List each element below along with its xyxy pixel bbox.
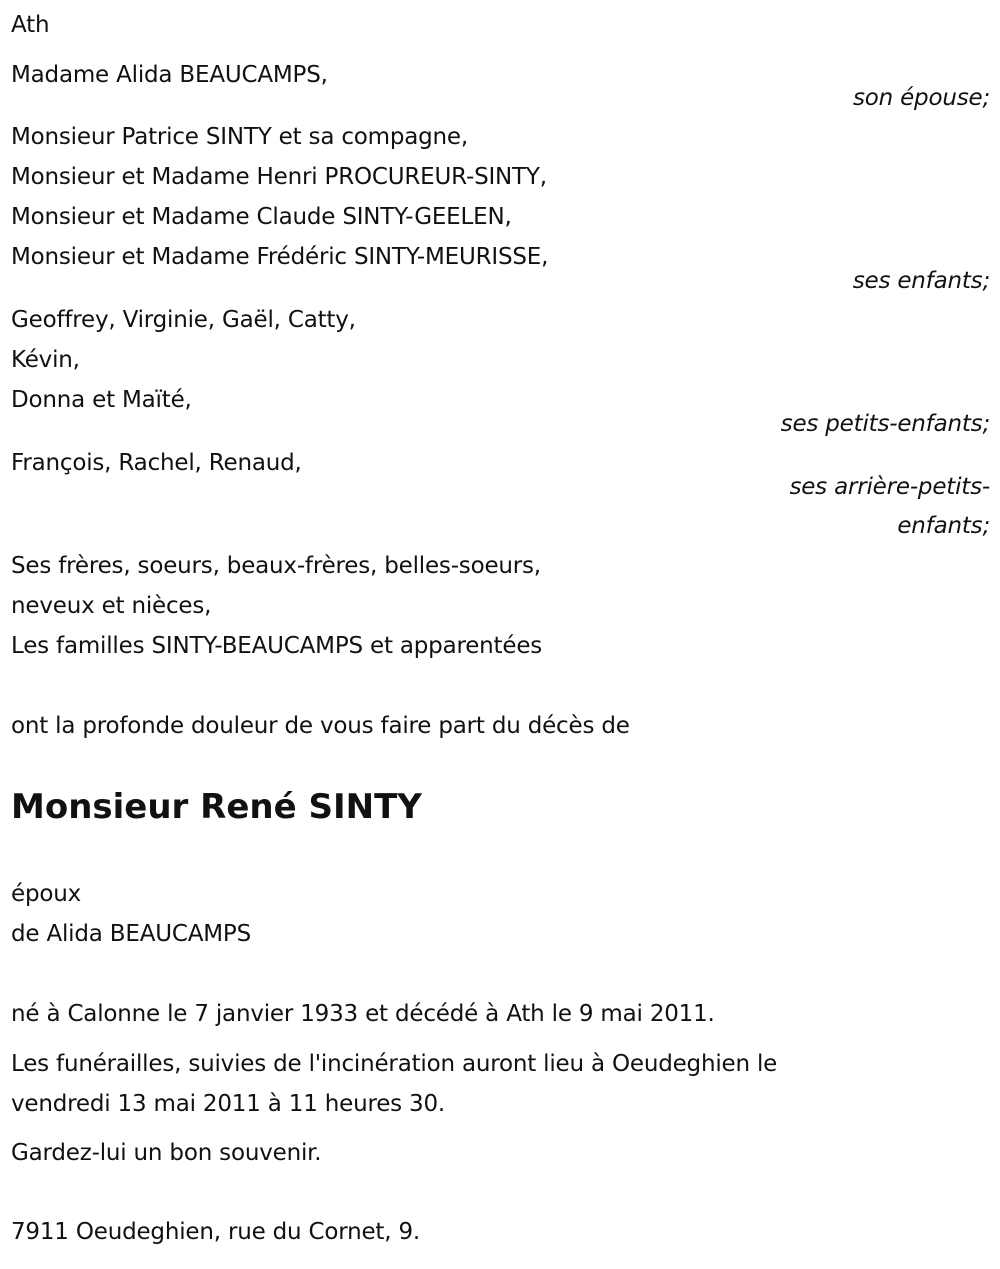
child-line: Monsieur Patrice SINTY et sa compagne,	[11, 124, 468, 150]
family-line: Les familles SINTY-BEAUCAMPS et apparentées	[11, 633, 543, 659]
relation-children: ses enfants;	[852, 268, 990, 294]
child-line: Monsieur et Madame Claude SINTY-GEELEN,	[11, 204, 512, 230]
family-line: Ses frères, soeurs, beaux-frères, belles-soeurs,	[11, 553, 541, 579]
grandchild-line: Donna et Maïté,	[11, 387, 192, 413]
deceased-name: Monsieur René SINTY	[11, 787, 422, 827]
funeral-line: Les funérailles, suivies de l'incinération auront lieu à Oeudeghien le	[11, 1051, 778, 1077]
funeral-line: vendredi 13 mai 2011 à 11 heures 30.	[11, 1091, 446, 1117]
grandchild-line: Geoffrey, Virginie, Gaël, Catty,	[11, 307, 356, 333]
spouse-line: Madame Alida BEAUCAMPS,	[11, 62, 328, 88]
birth-death-text: né à Calonne le 7 janvier 1933 et décédé à Ath le 9 mai 2011.	[11, 1001, 715, 1027]
announcement-text: ont la profonde douleur de vous faire part du décès de	[11, 713, 630, 739]
child-line: Monsieur et Madame Frédéric SINTY-MEURISSE,	[11, 244, 549, 270]
relation-grandchildren: ses petits-enfants;	[780, 411, 990, 437]
address-text: 7911 Oeudeghien, rue du Cornet, 9.	[11, 1219, 421, 1245]
great-grandchild-line: François, Rachel, Renaud,	[11, 450, 302, 476]
relation-spouse: son épouse;	[852, 85, 990, 111]
spouse-of-line: époux	[11, 881, 82, 907]
relation-great-grandchildren-1: ses arrière-petits-	[789, 474, 990, 500]
closing-text: Gardez-lui un bon souvenir.	[11, 1140, 322, 1166]
child-line: Monsieur et Madame Henri PROCUREUR-SINTY,	[11, 164, 547, 190]
grandchild-line: Kévin,	[11, 347, 80, 373]
family-line: neveux et nièces,	[11, 593, 212, 619]
relation-great-grandchildren-2: enfants;	[897, 513, 990, 539]
spouse-of-line: de Alida BEAUCAMPS	[11, 921, 251, 947]
city-header: Ath	[11, 12, 50, 38]
